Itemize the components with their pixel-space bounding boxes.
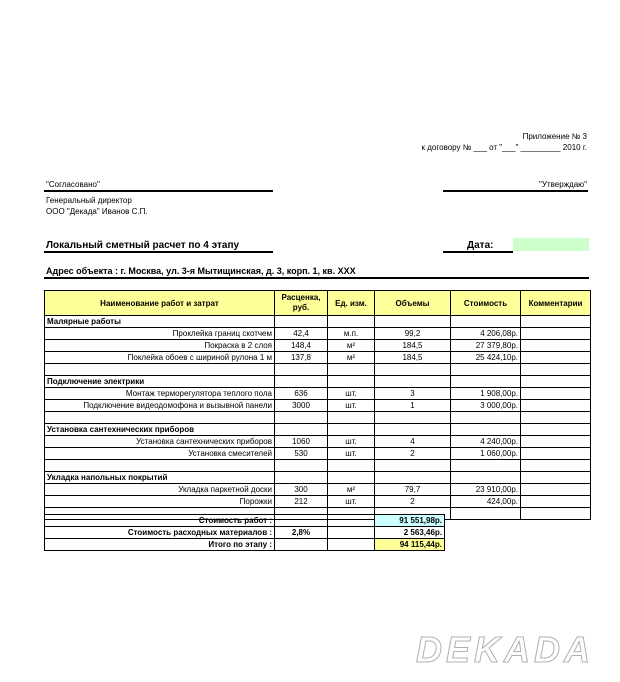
unit: шт. <box>328 400 375 412</box>
contract-reference: к договору № ___ от "___" _________ 2010 г. <box>421 143 587 152</box>
col-header-unit: Ед. изм. <box>328 291 375 316</box>
section-header-row <box>45 472 591 484</box>
cost: 424,00р. <box>451 496 521 508</box>
section-title: Установка сантехнических приборов <box>45 424 275 436</box>
materials-cost-label: Стоимость расходных материалов : <box>45 527 275 539</box>
table-row <box>45 448 591 460</box>
unit-price: 3000 <box>275 400 328 412</box>
director-name: ООО "Декада" Иванов С.П. <box>46 207 148 216</box>
work-name: Порожки <box>45 496 275 508</box>
unit: м.п. <box>328 328 375 340</box>
table-row <box>45 484 591 496</box>
spacer-row <box>45 460 591 472</box>
confirm-signature-line <box>443 190 588 192</box>
quantity: 99,2 <box>375 328 451 340</box>
spacer-row <box>45 364 591 376</box>
unit-price: 137,8 <box>275 352 328 364</box>
title-underline <box>44 251 273 253</box>
confirm-label: "Утверждаю" <box>539 180 587 189</box>
work-name: Монтаж терморегулятора теплого пола <box>45 388 275 400</box>
unit: м² <box>328 484 375 496</box>
materials-percent: 2,8% <box>275 527 328 539</box>
col-header-price: Расценка, руб. <box>275 291 328 316</box>
date-field[interactable] <box>513 238 589 251</box>
section-title: Укладка напольных покрытий <box>45 472 275 484</box>
work-name: Поклейка обоев с шириной рулона 1 м <box>45 352 275 364</box>
logo-text: DEKADA <box>415 632 595 668</box>
total-materials-row <box>45 527 445 539</box>
work-name: Укладка паркетной доски <box>45 484 275 496</box>
comment <box>521 448 591 460</box>
totals-table <box>44 514 445 551</box>
total-work-row <box>45 515 445 527</box>
director-block <box>46 195 148 217</box>
table-row <box>45 388 591 400</box>
unit-price: 530 <box>275 448 328 460</box>
object-address: Адрес объекта : г. Москва, ул. 3-я Мытищинская, д. 3, корп. 1, кв. ХХХ <box>46 266 356 276</box>
cost: 3 000,00р. <box>451 400 521 412</box>
table-row <box>45 340 591 352</box>
quantity: 1 <box>375 400 451 412</box>
address-underline <box>44 277 589 279</box>
unit-price: 636 <box>275 388 328 400</box>
section-title: Подключение электрики <box>45 376 275 388</box>
cost: 1 908,00р. <box>451 388 521 400</box>
comment <box>521 340 591 352</box>
cost: 1 060,00р. <box>451 448 521 460</box>
unit: шт. <box>328 388 375 400</box>
quantity: 2 <box>375 496 451 508</box>
table-row <box>45 400 591 412</box>
work-name: Установка смесителей <box>45 448 275 460</box>
dekada-logo <box>405 632 605 670</box>
approved-signature-line <box>44 190 273 192</box>
cost: 23 910,00р. <box>451 484 521 496</box>
comment <box>521 436 591 448</box>
cost: 4 206,08р. <box>451 328 521 340</box>
unit-price: 300 <box>275 484 328 496</box>
dekada-logo-svg <box>405 632 605 668</box>
quantity: 184,5 <box>375 340 451 352</box>
date-underline <box>443 251 513 253</box>
section-title: Малярные работы <box>45 316 275 328</box>
unit: шт. <box>328 496 375 508</box>
cost: 4 240,00р. <box>451 436 521 448</box>
director-title: Генеральный директор <box>46 196 132 205</box>
appendix-label: Приложение № 3 <box>522 132 587 141</box>
section-header-row <box>45 316 591 328</box>
document-title: Локальный сметный расчет по 4 этапу <box>46 240 240 251</box>
col-header-cost: Стоимость <box>451 291 521 316</box>
approved-label: "Согласовано" <box>46 180 100 189</box>
table-header-row <box>45 291 591 316</box>
unit: шт. <box>328 448 375 460</box>
spacer-row <box>45 412 591 424</box>
unit: шт. <box>328 436 375 448</box>
unit-price: 212 <box>275 496 328 508</box>
quantity: 3 <box>375 388 451 400</box>
quantity: 4 <box>375 436 451 448</box>
stage-total-label: Итого по этапу : <box>45 539 275 551</box>
quantity: 79,7 <box>375 484 451 496</box>
work-name: Покраска в 2 слоя <box>45 340 275 352</box>
work-name: Установка сантехнических приборов <box>45 436 275 448</box>
work-cost-value: 91 551,98р. <box>375 515 445 527</box>
estimate-table <box>44 290 591 520</box>
comment <box>521 388 591 400</box>
materials-cost-value: 2 563,46р. <box>375 527 445 539</box>
table-row <box>45 352 591 364</box>
cost: 25 424,10р. <box>451 352 521 364</box>
work-cost-label: Стоимость работ : <box>45 515 275 527</box>
section-header-row <box>45 424 591 436</box>
comment <box>521 328 591 340</box>
quantity: 184,5 <box>375 352 451 364</box>
comment <box>521 352 591 364</box>
col-header-qty: Объемы <box>375 291 451 316</box>
date-label: Дата: <box>467 240 494 251</box>
quantity: 2 <box>375 448 451 460</box>
total-stage-row <box>45 539 445 551</box>
comment <box>521 496 591 508</box>
comment <box>521 400 591 412</box>
table-row <box>45 436 591 448</box>
table-row <box>45 328 591 340</box>
work-name: Подключение видеодомофона и вызывной панели <box>45 400 275 412</box>
unit: м² <box>328 340 375 352</box>
section-header-row <box>45 376 591 388</box>
table-row <box>45 496 591 508</box>
unit-price: 148,4 <box>275 340 328 352</box>
stage-total-value: 94 115,44р. <box>375 539 445 551</box>
work-name: Проклейка границ скотчем <box>45 328 275 340</box>
col-header-name: Наименование работ и затрат <box>45 291 275 316</box>
unit-price: 42,4 <box>275 328 328 340</box>
unit-price: 1060 <box>275 436 328 448</box>
comment <box>521 484 591 496</box>
cost: 27 379,80р. <box>451 340 521 352</box>
col-header-comments: Комментарии <box>521 291 591 316</box>
unit: м² <box>328 352 375 364</box>
